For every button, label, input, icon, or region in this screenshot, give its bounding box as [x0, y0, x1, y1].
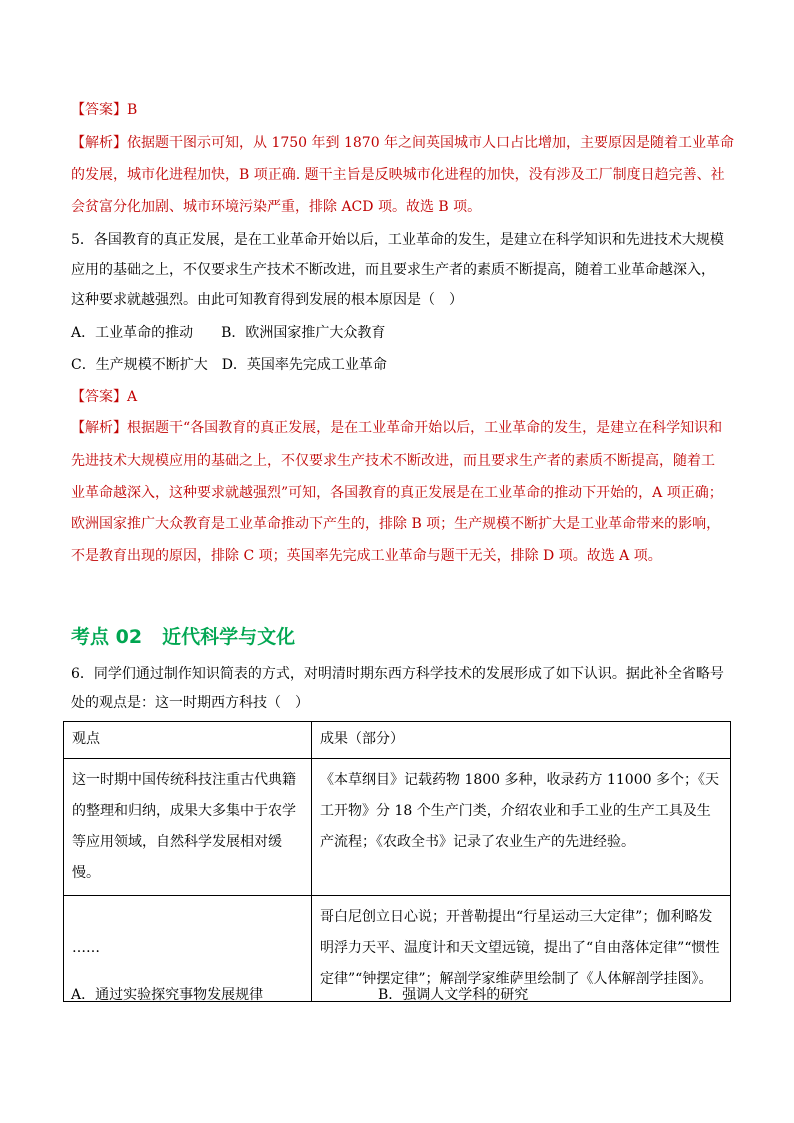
q4-answer-value: B [127, 102, 138, 118]
q5-analysis-line-5: 不是教育出现的原因，排除 C 项；英国率先完成工业革命与题干无关，排除 D 项。故选 A 项。 [71, 548, 662, 564]
q6-option-a: A．通过实验探究事物发展规律 [71, 987, 264, 1003]
q4-analysis-line-3: 会贫富分化加剧、城市环境污染严重，排除 ACD 项。故选 B 项。 [71, 199, 482, 215]
table-header-result: 成果（部分） [312, 722, 731, 759]
q5-stem-line-1: 5．各国教育的真正发展，是在工业革命开始以后，工业革命的发生，是建立在科学知识和先进技术大规模 [71, 232, 724, 248]
table-header-row [64, 722, 731, 759]
table-header-view: 观点 [64, 722, 312, 759]
q5-answer-value: A [127, 389, 138, 405]
table-cell-view: 这一时期中国传统科技注重古代典籍的整理和归纳，成果大多集中于农学等应用领域，自然科学发展相对缓慢。 [64, 759, 312, 896]
q5-option-cd: C．生产规模不断扩大 D．英国率先完成工业革命 [71, 357, 387, 373]
section-heading [71, 622, 295, 649]
q5-stem-line-3: 这种要求就越强烈。由此可知教育得到发展的根本原因是（ ） [71, 292, 463, 308]
q4-answer-tag: 【答案】 [71, 102, 127, 118]
q6-option-b: B．强调人文学科的研究 [378, 987, 529, 1003]
q5-analysis-text-1: 根据题干“各国教育的真正发展，是在工业革命开始以后，工业革命的发生，是建立在科学知识和 [127, 420, 723, 436]
q4-analysis-text-1: 依据题干图示可知，从 1750 年到 1870 年之间英国城市人口占比增加，主要原因是随着工业革命 [127, 135, 735, 151]
q5-answer [71, 387, 731, 407]
q5-stem-line-2: 应用的基础之上，不仅要求生产技术不断改进，而且要求生产者的素质不断提高，随着工业革命越深入， [71, 262, 715, 278]
q5-analysis-line-3: 业革命越深入，这种要求就越强烈”可知，各国教育的真正发展是在工业革命的推动下开始的，A 项正确； [71, 485, 723, 501]
table-cell-view: …… [64, 896, 312, 1002]
q4-analysis-tag: 【解析】 [71, 135, 127, 151]
q5-option-ab: A．工业革命的推动 B．欧洲国家推广大众教育 [71, 325, 386, 341]
q5-analysis-line-4: 欧洲国家推广大众教育是工业革命推动下产生的，排除 B 项；生产规模不断扩大是工业革命带来的影响， [71, 516, 721, 532]
q6-stem-line-1: 6．同学们通过制作知识简表的方式，对明清时期东西方科学技术的发展形成了如下认识。据此补全省略号 [71, 666, 724, 682]
q5-analysis-tag: 【解析】 [71, 420, 127, 436]
section-number: 考点 02 [71, 626, 143, 648]
q4-analysis-line-2: 的发展，城市化进程加快，B 项正确. 题干主旨是反映城市化进程的加快，没有涉及工厂制度日趋完善、社 [71, 167, 725, 183]
q6-table [63, 721, 731, 1002]
q4-answer [71, 100, 731, 120]
section-title: 近代科学与文化 [162, 626, 296, 648]
q5-answer-tag: 【答案】 [71, 389, 127, 405]
table-cell-result: 《本草纲目》记载药物 1800 多种，收录药方 11000 多个；《天工开物》分 18 个生产门类，介绍农业和手工业的生产工具及生产流程；《农政全书》记录了农业生产的先进经验。 [312, 759, 731, 896]
q4-analysis-line-1 [71, 133, 735, 153]
table-cell-result: 哥白尼创立日心说；开普勒提出“行星运动三大定律”；伽利略发明浮力天平、温度计和天文望远镜，提出了“自由落体定律”“惯性定律”“钟摆定律”；解剖学家维萨里绘制了《人体解剖学挂图》。 [312, 896, 731, 1002]
table-row [64, 759, 731, 896]
q5-analysis-line-2: 先进技术大规模应用的基础之上，不仅要求生产技术不断改进，而且要求生产者的素质不断提高，随着工 [71, 453, 715, 469]
q5-analysis-line-1 [71, 418, 731, 438]
q6-stem-line-2: 处的观点是：这一时期西方科技（ ） [71, 695, 309, 711]
